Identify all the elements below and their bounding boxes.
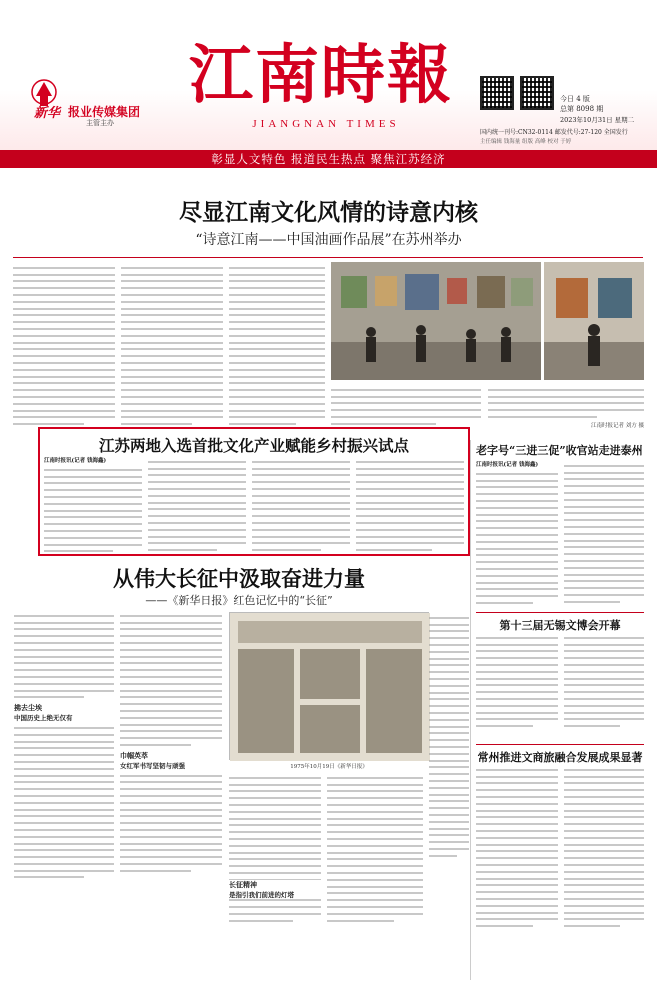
column-rule [470,440,471,980]
story4-headline: 从伟大长征中汲取奋进力量 [113,566,365,591]
spacer [120,872,222,890]
editors-line: 主任编辑 钱海量 组版 高峰 校对 于婷 [480,139,572,145]
story4-column-2 [120,610,222,980]
story2-headline: 江苏两地入选首批文化产业赋能乡村振兴试点 [98,436,409,455]
section-2-title: 巾帼英萃 [120,750,148,760]
section-1-subtitle: 中国历史上绝无仅有 [14,714,73,723]
story3-column-2 [564,460,644,610]
lead-subhead: “诗意江南——中国油画作品展”在苏州举办 [195,232,462,248]
story5-column-1 [476,632,558,740]
lead-column-1 [13,262,115,438]
story6-column-1 [476,764,558,982]
story2-column-1: 江南时报讯(记者 钱海鑫) [44,456,142,552]
historic-photo-caption: 1975年10月19日《新华日报》 [290,764,368,770]
story5-headline: 第十三届无锡文博会开幕 [499,619,621,632]
story3-column-1: 江南时报讯(记者 钱海鑫) [476,460,558,610]
pages-info: 今日 4 版 [560,95,590,103]
story4-column-1 [14,610,114,980]
issue-date: 2023年10月31日 星期二 [560,116,635,124]
story2-column-4 [356,456,464,552]
exhibition-photo-2 [544,262,644,380]
sponsor-label: 主管主办 [86,119,114,127]
divider-right-2 [476,744,644,745]
lead-headline: 尽显江南文化风情的诗意内核 [179,199,478,226]
cn-code: 国内统一刊号:CN32-0114 邮发代号:27-120 全国发行 [480,129,628,136]
slogan: 彰显人文特色 报道民生热点 聚焦江苏经济 [211,152,446,166]
story4-column-3 [229,772,321,982]
story2-column-2 [148,456,246,552]
lead-column-5 [488,384,644,438]
section-3-title: 长征精神 [229,880,321,890]
lead-column-2 [121,262,223,438]
group-name: 报业传媒集团 [68,105,141,119]
divider-right [476,612,644,613]
historic-newspaper-photo [229,612,429,760]
lead-column-3 [229,262,325,438]
lead-photo-caption: 江南时报记者 刘方 摄 [591,422,644,429]
issue-number: 总第 8098 期 [560,105,604,113]
story4-column-4 [327,772,423,982]
exhibition-photo-1 [331,262,541,380]
newspaper-title: 江南時報 [189,38,453,113]
qr-code-1 [480,76,514,110]
section-1-title: 拂去尘埃 [14,703,42,713]
section-2-subtitle: 女红军书写坚韧与顽强 [120,761,185,770]
story5-column-2 [564,632,644,740]
section-3-block [229,880,321,899]
newspaper-title-latin: JIANGNAN TIMES [252,118,400,130]
divider [13,257,643,258]
story4-column-5 [429,612,469,982]
story4-subhead: ——《新华日报》红色记忆中的“长征” [145,594,333,607]
story3-headline: 老字号“三进三促”收官站走进泰州 [476,444,643,457]
section-3-subtitle: 是指引我们前进的灯塔 [229,890,321,899]
story2-column-3 [252,456,350,552]
story6-headline: 常州推进文商旅融合发展成果显著 [477,751,643,764]
group-prefix: 新华 [34,106,61,121]
qr-code-2 [520,76,554,110]
story6-column-2 [564,764,644,982]
